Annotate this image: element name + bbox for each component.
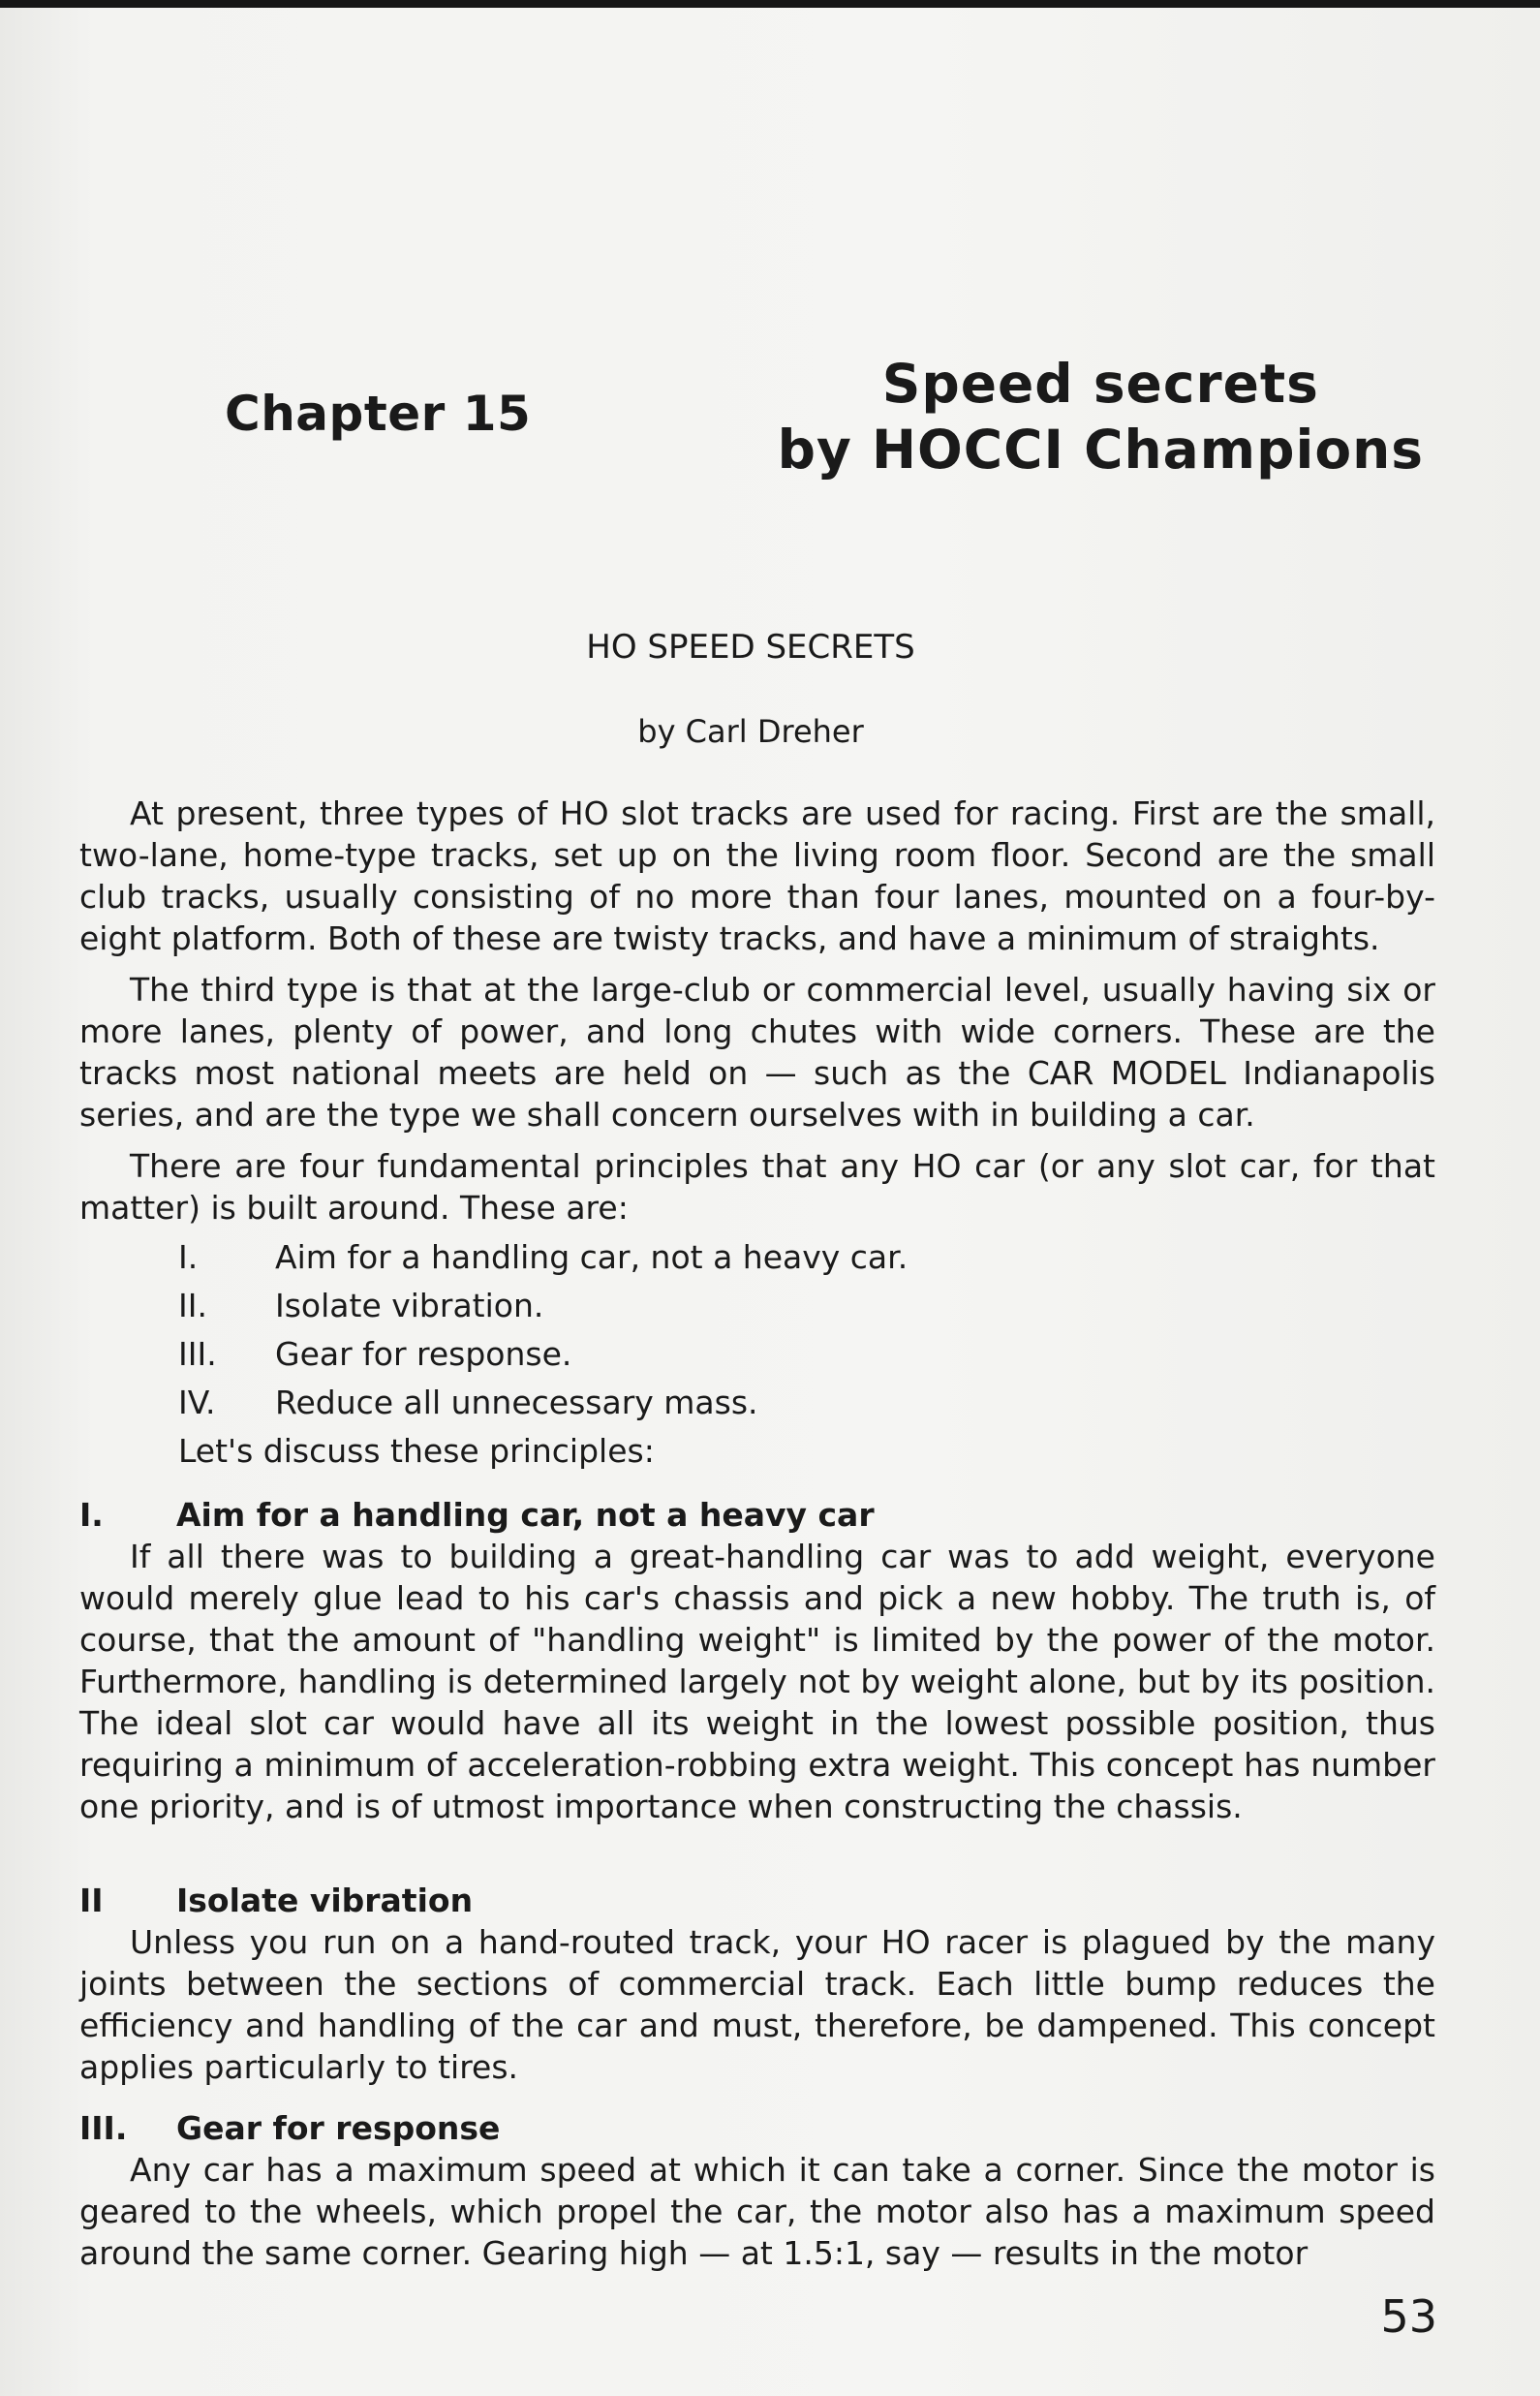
list-item-text: Isolate vibration. [275,1286,544,1324]
section-paragraph: Any car has a maximum speed at which it can take a corner. Since the motor is geared to the wheels, which propel the car, the motor also has a maximum speed around the same corner. Gearing high — at 1.5:1, say — results in the motor [79,2151,1435,2272]
list-item [79,1329,1435,1378]
intro-paragraph: The third type is that at the large-club or commercial level, usually having six or more lanes, plenty of power, and long chutes with wide corners. These are the tracks most national meets are held on — such as the CAR MODEL Indianapolis series, and are the type we shall concern ourselves with in building a car. [79,971,1435,1134]
list-item [79,1281,1435,1329]
principles-list [79,1232,1435,1426]
section-heading-text: Aim for a handling car, not a heavy car [176,1496,875,1534]
list-item-text: Aim for a handling car, not a heavy car. [275,1237,909,1276]
page-top-edge [0,0,1540,8]
list-item-number: II. [178,1286,207,1324]
article-byline: by Carl Dreher [637,713,864,750]
intro-paragraph: At present, three types of HO slot tracks are used for racing. First are the small, two-lane, home-type tracks, set up on the living room floor. Second are the small club tracks, usually consisting of no more than four lanes, mounted on a four-by-eight platform. Both of these are twisty tracks, and have a minimum of straights. [79,794,1435,957]
section-heading [79,1494,1435,1536]
list-item [79,1378,1435,1426]
chapter-title-line-2: by HOCCI Champions [777,419,1424,481]
section-heading [79,2107,1435,2149]
intro-paragraph: There are four fundamental principles that any HO car (or any slot car, for that matter) is built around. These are: [79,1147,1435,1227]
list-item-number: III. [178,1334,217,1373]
section-number: III. [79,2109,128,2147]
list-item-text: Reduce all unnecessary mass. [275,1383,758,1421]
principles-closing: Let's discuss these principles: [178,1431,655,1470]
section-number: I. [79,1496,104,1534]
section-paragraph: If all there was to building a great-handling car was to add weight, everyone would merely glue lead to his car's chassis and pick a new hobby. The truth is, of course, that the amount of "handling weight" is limited by the power of the motor. Furthermore, handling is determined largely not by weight alone, but by its position. The ideal slot car would have all its weight in the lowest possible position, thus requiring a minimum of acceleration-robbing extra weight. This concept has number one priority, and is of utmost importance when constructing the chassis. [79,1538,1435,1825]
list-item [79,1232,1435,1281]
article-title: HO SPEED SECRETS [586,628,915,667]
list-item-number: I. [178,1237,199,1276]
section-paragraph: Unless you run on a hand-routed track, your HO racer is plagued by the many joints between the sections of commercial track. Each little bump reduces the efficiency and handling of the car and must, therefore, be dampened. This concept applies particularly to tires. [79,1923,1435,2086]
chapter-title-line-1: Speed secrets [881,353,1319,415]
list-item-number: IV. [178,1383,216,1421]
chapter-title [778,351,1424,482]
list-item-text: Gear for response. [275,1334,572,1373]
section-heading [79,1880,1435,1921]
chapter-label: Chapter 15 [225,386,532,442]
page-number: 53 [1380,2290,1437,2343]
article-body [79,793,1435,2274]
section-heading-text: Isolate vibration [176,1882,474,1919]
section-number: II [79,1882,104,1919]
section-heading-text: Gear for response [176,2109,501,2147]
